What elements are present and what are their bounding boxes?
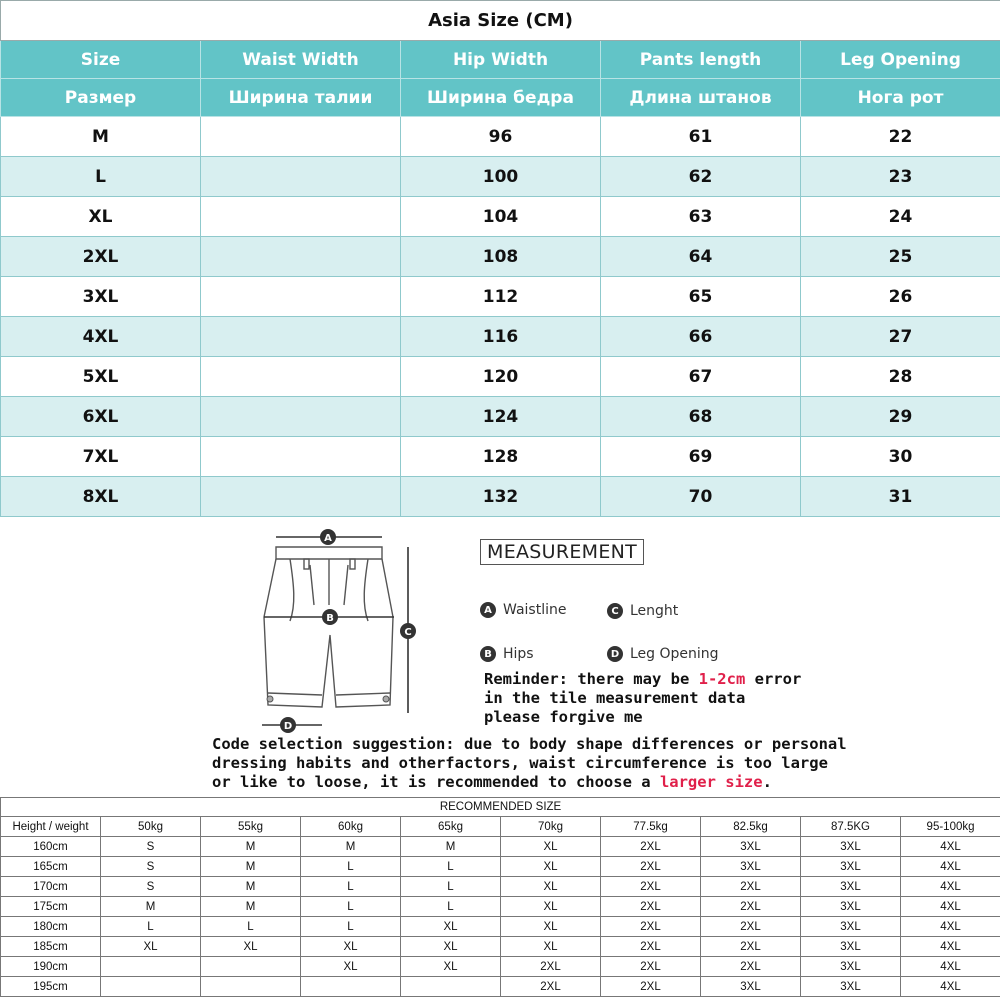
recommended-cell [301,977,401,997]
legend-label: Hips [503,646,534,662]
recommended-cell: XL [501,937,601,957]
recommended-cell [201,977,301,997]
recommended-row [1,957,1000,977]
recommended-cell [101,957,201,977]
size-cell [201,397,401,437]
recommended-header-cell: 50kg [101,817,201,837]
recommended-row [1,917,1000,937]
header-hip-width: Hip Width [401,41,601,79]
recommended-cell: XL [501,877,601,897]
size-cell: 62 [601,157,801,197]
recommended-cell: M [201,837,301,857]
size-cell: 27 [801,317,1000,357]
size-row [1,397,1000,437]
legend-length [607,603,678,619]
recommended-cell: L [201,917,301,937]
recommended-cell: 3XL [701,837,801,857]
size-cell: 24 [801,197,1000,237]
recommended-cell: L [301,897,401,917]
recommended-cell: 3XL [801,937,901,957]
size-cell: 124 [401,397,601,437]
recommended-cell: 175cm [1,897,101,917]
recommended-header-cell: 70kg [501,817,601,837]
suggestion-highlight: larger size [659,773,763,791]
recommended-cell: 4XL [901,957,1000,977]
suggestion-line-2: dressing habits and otherfactors, waist circumference is too large [212,754,828,772]
size-cell: 29 [801,397,1000,437]
recommended-cell: 2XL [601,857,701,877]
recommended-header-cell: 87.5KG [801,817,901,837]
recommended-cell: S [101,877,201,897]
size-cell: 100 [401,157,601,197]
recommended-cell: L [401,897,501,917]
recommended-cell: 2XL [701,877,801,897]
recommended-size-table [0,797,1000,997]
recommended-cell: 2XL [701,937,801,957]
size-cell: 96 [401,117,601,157]
recommended-cell [201,957,301,977]
size-cell: 132 [401,477,601,517]
recommended-cell: 2XL [601,937,701,957]
recommended-cell: XL [301,957,401,977]
recommended-cell: 2XL [601,917,701,937]
recommended-header-cell: 82.5kg [701,817,801,837]
recommended-cell: 165cm [1,857,101,877]
recommended-cell: L [301,917,401,937]
recommended-cell: XL [501,837,601,857]
size-cell: 108 [401,237,601,277]
recommended-cell: XL [501,897,601,917]
recommended-row [1,877,1000,897]
recommended-cell: L [301,877,401,897]
size-cell: 66 [601,317,801,357]
size-cell: 25 [801,237,1000,277]
size-cell: 30 [801,437,1000,477]
recommended-cell: 4XL [901,937,1000,957]
suggestion-line-3-end: . [762,773,772,791]
recommended-cell: 2XL [601,897,701,917]
recommended-cell: M [301,837,401,857]
recommended-cell: 4XL [901,897,1000,917]
letter-c-icon: C [607,603,623,619]
size-cell: 28 [801,357,1000,397]
diagram-label-a: A [324,533,332,544]
recommended-cell: 3XL [801,897,901,917]
recommended-row [1,837,1000,857]
reminder-line-3: please forgive me [484,708,643,726]
size-cell: 63 [601,197,801,237]
size-cell: 31 [801,477,1000,517]
size-cell [201,117,401,157]
size-cell: 22 [801,117,1000,157]
recommended-header-cell: 55kg [201,817,301,837]
header-pants-length: Pants length [601,41,801,79]
recommended-row [1,897,1000,917]
size-cell [201,197,401,237]
recommended-cell [401,977,501,997]
header-leg-opening: Leg Opening [801,41,1000,79]
size-cell: 23 [801,157,1000,197]
legend-label: Waistline [503,602,567,618]
size-cell [201,237,401,277]
recommended-cell: M [201,877,301,897]
size-cell: XL [1,197,201,237]
recommended-cell: 4XL [901,857,1000,877]
size-cell: 7XL [1,437,201,477]
recommended-cell: 4XL [901,837,1000,857]
recommended-cell: XL [401,937,501,957]
recommended-cell: 3XL [801,917,901,937]
size-cell [201,157,401,197]
size-suggestion-note [212,735,847,792]
recommended-cell: L [401,857,501,877]
recommended-cell: L [401,877,501,897]
recommended-cell: 2XL [601,957,701,977]
header-waist-width: Waist Width [201,41,401,79]
recommended-cell: 3XL [801,977,901,997]
recommended-cell: 2XL [501,977,601,997]
size-cell: 128 [401,437,601,477]
size-cell: 6XL [1,397,201,437]
letter-a-icon: A [480,602,496,618]
recommended-cell: 4XL [901,977,1000,997]
recommended-header-row [1,817,1000,837]
recommended-header-cell: 95-100kg [901,817,1000,837]
reminder-highlight: 1-2cm [698,670,746,688]
recommended-row [1,977,1000,997]
size-row [1,477,1000,517]
recommended-cell: XL [101,937,201,957]
recommended-cell: S [101,837,201,857]
size-cell: 120 [401,357,601,397]
header-leg-opening-ru: Нога рот [801,79,1000,117]
recommended-cell: 3XL [801,857,901,877]
size-row [1,117,1000,157]
recommended-cell: 2XL [701,917,801,937]
reminder-line-2: in the tile measurement data [484,689,746,707]
recommended-cell: XL [401,957,501,977]
recommended-cell: M [401,837,501,857]
header-waist-width-ru: Ширина талии [201,79,401,117]
size-cell: 69 [601,437,801,477]
recommended-cell: 4XL [901,917,1000,937]
recommended-cell: 3XL [701,857,801,877]
recommended-cell: M [201,897,301,917]
reminder-note [484,670,801,727]
recommended-title: RECOMMENDED SIZE [1,798,1000,817]
recommended-cell: 195cm [1,977,101,997]
recommended-cell: 3XL [801,957,901,977]
size-cell: 26 [801,277,1000,317]
size-row [1,277,1000,317]
size-cell: 104 [401,197,601,237]
recommended-cell: XL [501,917,601,937]
recommended-cell: XL [501,857,601,877]
size-cell: M [1,117,201,157]
letter-b-icon: B [480,646,496,662]
recommended-cell: XL [301,937,401,957]
size-cell: 65 [601,277,801,317]
recommended-row [1,937,1000,957]
recommended-cell: 2XL [601,877,701,897]
suggestion-line-1: Code selection suggestion: due to body shape differences or personal [212,735,847,753]
suggestion-line-3: or like to loose, it is recommended to choose a [212,773,660,791]
size-chart-body [1,117,1000,517]
size-cell: 70 [601,477,801,517]
recommended-cell: 2XL [501,957,601,977]
recommended-cell: 185cm [1,937,101,957]
diagram-label-d: D [283,721,293,732]
recommended-cell: L [301,857,401,877]
letter-d-icon: D [607,646,623,662]
recommended-cell: M [101,897,201,917]
recommended-cell: S [101,857,201,877]
legend-hips [480,646,534,662]
recommended-cell [101,977,201,997]
size-cell: 116 [401,317,601,357]
size-cell: 64 [601,237,801,277]
size-row [1,317,1000,357]
legend-leg-opening [607,646,719,662]
size-cell: 8XL [1,477,201,517]
recommended-cell: XL [401,917,501,937]
recommended-cell: 3XL [801,877,901,897]
recommended-cell: 180cm [1,917,101,937]
shorts-measurement-diagram [250,525,430,740]
header-size: Size [1,41,201,79]
diagram-label-c: C [404,627,412,638]
size-cell: L [1,157,201,197]
recommended-row [1,857,1000,877]
size-cell: 61 [601,117,801,157]
size-cell: 3XL [1,277,201,317]
size-cell: 5XL [1,357,201,397]
legend-label: Leg Opening [630,646,719,662]
recommended-cell: 3XL [801,837,901,857]
size-row [1,357,1000,397]
size-chart-title: Asia Size (CM) [1,1,1000,41]
size-row [1,157,1000,197]
size-cell: 68 [601,397,801,437]
recommended-cell: 170cm [1,877,101,897]
recommended-header-cell: 65kg [401,817,501,837]
size-row [1,437,1000,477]
header-hip-width-ru: Ширина бедра [401,79,601,117]
size-row [1,197,1000,237]
size-cell: 112 [401,277,601,317]
recommended-cell: 2XL [701,957,801,977]
recommended-cell: 160cm [1,837,101,857]
size-cell: 67 [601,357,801,397]
reminder-text-end: error [745,670,802,688]
size-cell [201,437,401,477]
size-cell: 2XL [1,237,201,277]
header-size-ru: Размер [1,79,201,117]
recommended-body [1,817,1000,997]
reminder-text: Reminder: there may be [484,670,699,688]
recommended-cell: 2XL [601,977,701,997]
recommended-cell: M [201,857,301,877]
recommended-header-cell: 77.5kg [601,817,701,837]
recommended-cell: L [101,917,201,937]
size-cell [201,277,401,317]
recommended-header-cell: Height / weight [1,817,101,837]
diagram-label-b: B [326,613,334,624]
measurement-title: MEASUREMENT [480,539,644,565]
size-row [1,237,1000,277]
size-cell [201,317,401,357]
size-cell: 4XL [1,317,201,357]
recommended-header-cell: 60kg [301,817,401,837]
recommended-cell: XL [201,937,301,957]
recommended-cell: 190cm [1,957,101,977]
size-cell [201,477,401,517]
recommended-cell: 2XL [701,897,801,917]
header-pants-length-ru: Длина штанов [601,79,801,117]
recommended-cell: 2XL [601,837,701,857]
size-cell [201,357,401,397]
legend-label: Lenght [630,603,679,619]
legend-waistline [480,602,566,618]
recommended-cell: 4XL [901,877,1000,897]
recommended-cell: 3XL [701,977,801,997]
